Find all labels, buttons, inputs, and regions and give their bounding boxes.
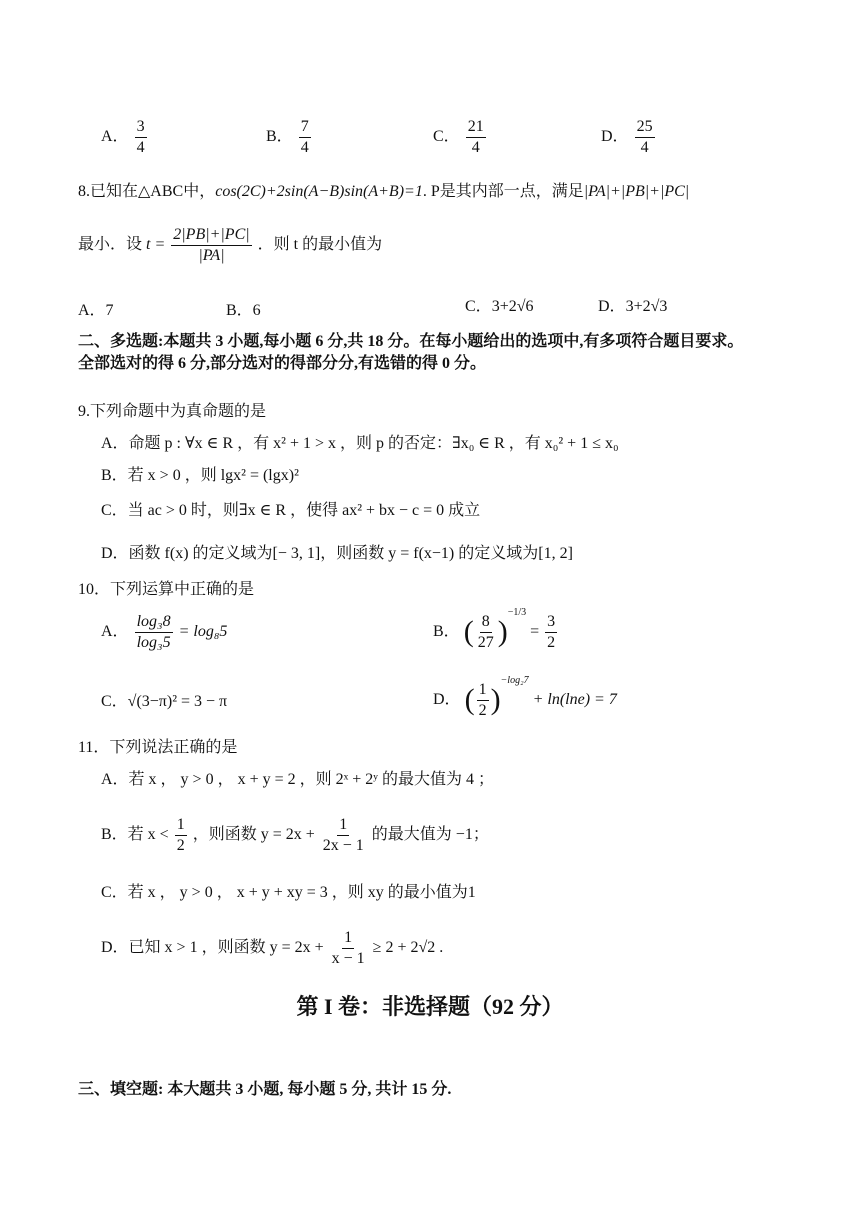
option-label: D． [433, 690, 461, 708]
q11-stem: 11．下列说法正确的是 [78, 739, 238, 756]
denominator: x − 1 [331, 949, 365, 967]
numerator: 21 [466, 118, 486, 138]
q10-option-b [433, 607, 559, 651]
q11-option-b [101, 816, 489, 854]
fraction [175, 816, 187, 854]
fraction [321, 816, 366, 854]
q8-option-a: A．7 [78, 302, 114, 319]
q11-option-d [101, 929, 443, 967]
option-suffix: 的最大值为 −1； [371, 825, 489, 843]
numerator: 25 [635, 118, 655, 138]
fraction [299, 118, 311, 156]
equals-sign: = [530, 622, 540, 640]
q9-option-d: D．函数 f(x) 的定义域为[− 3, 1]，则函数 y = f(x−1) 的定义域为[1, 2] [101, 545, 573, 562]
option-rhs: = log₈5 [178, 622, 228, 640]
q8-condition: cos(2C)+2sin(A−B)sin(A+B)=1 [215, 183, 423, 200]
option-value: 3+2√6 [491, 298, 534, 315]
fraction [135, 118, 147, 156]
numerator: 2|PB|+|PC| [171, 226, 251, 246]
fraction [135, 613, 173, 651]
denominator: 4 [640, 138, 649, 156]
denominator: 4 [471, 138, 480, 156]
q8-mid: . P是其内部一点，满足 [422, 183, 584, 200]
section3-heading: 三、填空题: 本大题共 3 小题, 每小题 5 分, 共计 15 分. [78, 1081, 452, 1098]
t-variable: t = [146, 235, 166, 253]
numerator: 1 [477, 681, 489, 701]
option-label: A． [101, 127, 129, 145]
fraction [330, 929, 367, 967]
option-mid: ，则函数 y = 2x + [192, 825, 315, 843]
q10-option-d [433, 675, 617, 719]
fraction [545, 613, 557, 651]
q8-stem-line2 [78, 226, 382, 264]
fraction [635, 118, 655, 156]
q7-option-c [433, 118, 488, 156]
q10-option-c: C．√(3−π)² = 3 − π [101, 693, 228, 710]
q7-option-b [266, 118, 313, 156]
fraction [466, 118, 486, 156]
q8-option-b: B．6 [226, 302, 261, 319]
denominator: 4 [300, 138, 309, 156]
q9-option-a: A．命题 p : ∀x ∈ R ，有 x² + 1 > x ，则 p 的否定：∃x₀ ∈ R ，有 x₀² + 1 ≤ x₀ [101, 435, 619, 452]
t-fraction [171, 226, 251, 264]
option-label: D． [598, 298, 626, 315]
q11-option-a: A．若 x ， y > 0 ， x + y = 2 ，则 2ˣ + 2ʸ 的最大值为 4 ； [101, 771, 495, 788]
denominator: 2 [547, 633, 556, 651]
option-prefix: B．若 x < [101, 825, 169, 843]
numerator: 1 [337, 816, 349, 836]
option-rhs: + ln(lne) = 7 [532, 690, 617, 708]
denominator: 27 [477, 633, 494, 651]
numerator: 8 [480, 613, 492, 633]
option-label: C． [465, 298, 492, 315]
numerator: 3 [135, 118, 147, 138]
right-paren: ) [497, 615, 508, 649]
left-paren: ( [463, 615, 474, 649]
q8-stem-line1 [78, 184, 689, 200]
option-label: B． [266, 127, 293, 145]
denominator: 2x − 1 [322, 836, 364, 854]
q9-stem: 9.下列命题中为真命题的是 [78, 403, 267, 420]
denominator: log₃5 [136, 633, 171, 651]
q7-option-a [101, 118, 149, 156]
q8-option-d [598, 299, 667, 315]
numerator: 3 [545, 613, 557, 633]
option-label: D． [601, 127, 629, 145]
denominator: 4 [136, 138, 145, 156]
option-label: C． [433, 127, 460, 145]
numerator: log₃8 [135, 613, 173, 633]
q8-line2-suffix: ．则 t 的最小值为 [257, 235, 383, 253]
part-title: 第 I 卷：非选择题（92 分） [296, 994, 564, 1019]
section2-heading-line1: 二、多选题:本题共 3 小题,每小题 6 分,共 18 分。在每小题给出的选项中,有多项符合题目要求。 [78, 333, 744, 350]
q10-option-a [101, 613, 227, 651]
q9-option-c: C．当 ac > 0 时，则∃x ∈ R ，使得 ax² + bx − c = 0 成立 [101, 502, 481, 519]
option-value: 3+2√3 [625, 298, 668, 315]
numerator: 1 [342, 929, 354, 949]
denominator: |PA| [198, 246, 225, 264]
denominator: 2 [478, 701, 487, 719]
q8-option-c [465, 299, 534, 315]
numerator: 1 [175, 816, 187, 836]
numerator: 7 [299, 118, 311, 138]
q8-condition2: |PA|+|PB|+|PC| [583, 183, 690, 200]
exponent: −log₂7 [500, 675, 529, 687]
fraction [476, 613, 496, 651]
q8-prefix: 8.已知在△ABC中， [78, 183, 216, 200]
q7-option-d [601, 118, 657, 156]
denominator: 2 [176, 836, 185, 854]
q8-line2-prefix: 最小．设 [78, 235, 143, 253]
q10-stem: 10．下列运算中正确的是 [78, 581, 255, 598]
right-paren: ) [490, 683, 501, 717]
left-paren: ( [464, 683, 475, 717]
option-prefix: D．已知 x > 1 ，则函数 y = 2x + [101, 938, 324, 956]
q11-option-c: C．若 x ， y > 0 ， x + y + xy = 3 ，则 xy 的最小值为1 [101, 884, 476, 901]
option-label: B． [433, 622, 460, 640]
fraction [477, 681, 489, 719]
q9-option-b: B．若 x > 0 ，则 lgx² = (lgx)² [101, 467, 299, 484]
section2-heading-line2: 全部选对的得 6 分,部分选对的得部分分,有选错的得 0 分。 [78, 355, 487, 372]
exponent: −1/3 [507, 607, 527, 619]
option-label: A． [101, 622, 129, 640]
option-suffix: ≥ 2 + 2√2 . [372, 938, 444, 956]
